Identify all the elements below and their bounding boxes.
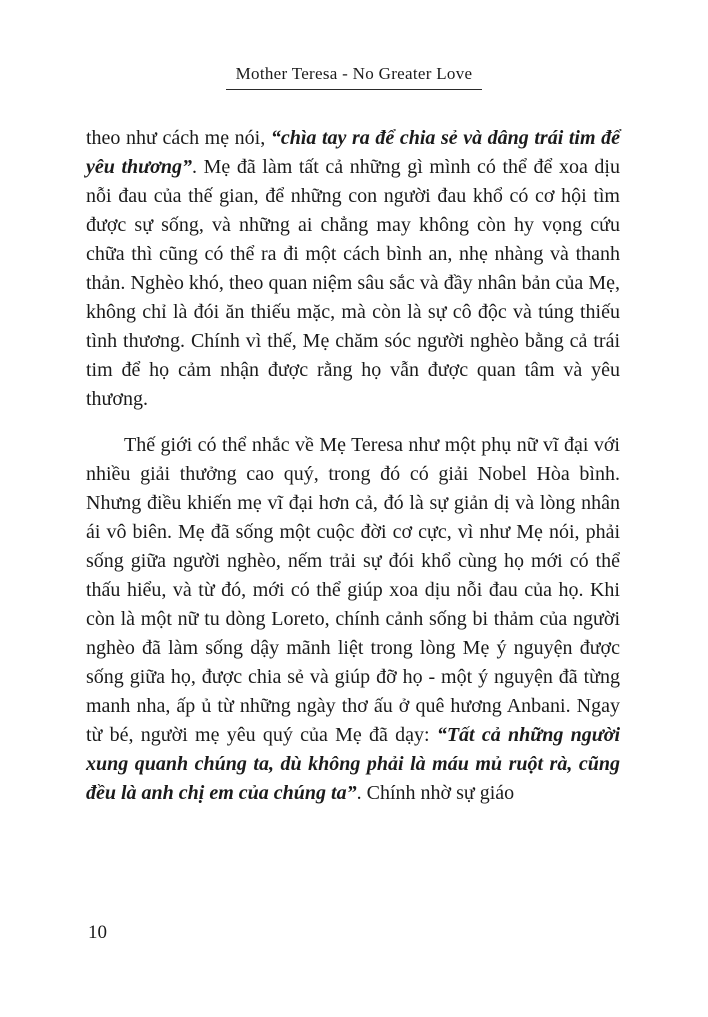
body-text: . Chính nhờ sự giáo	[356, 782, 515, 804]
body-text: Thế giới có thể nhắc về Mẹ Teresa như một phụ nữ vĩ đại với nhiều giải thưởng cao quý, trong đó có giải Nobel Hòa bình. Nhưng điều khiến mẹ vĩ đại hơn cả, đó là sự giản dị và lòng nhân ái vô biên. Mẹ đã sống một cuộc đời cơ cực, vì như Mẹ nói, phải sống giữa người nghèo, nếm trải sự đói khổ cùng họ mới có thể thấu hiểu, và từ đó, mới có thể giúp xoa dịu nỗi đau của họ. Khi còn là một nữ tu dòng Loreto, chính cảnh sống bi thảm của người nghèo đã làm sống dậy mãnh liệt trong lòng Mẹ ý nguyện được sống giữa họ, được chia sẻ và giúp đỡ họ - một ý nguyện đã từng manh nha, ấp ủ từ những ngày thơ ấu ở quê hương Anbani. Ngay từ bé, người mẹ yêu quý của Mẹ đã dạy:	[86, 434, 620, 746]
quoted-text: “Tất cả những người xung quanh chúng ta, dù không phải là máu mủ ruột rà, cũng đều là anh chị em của chúng ta”	[86, 724, 621, 804]
running-head	[0, 64, 708, 90]
paragraph	[86, 124, 620, 414]
paragraph	[86, 431, 620, 808]
page-body	[86, 124, 620, 825]
body-text: theo như cách mẹ nói,	[86, 127, 271, 149]
body-text: . Mẹ đã làm tất cả những gì mình có thể để xoa dịu nỗi đau của thế gian, để những con người đau khổ có cơ hội tìm được sự sống, và những ai chẳng may không còn hy vọng cứu chữa thì cũng có thể ra đi một cách bình an, nhẹ nhàng và thanh thản. Nghèo khó, theo quan niệm sâu sắc và đầy nhân bản của Mẹ, không chỉ là đói ăn thiếu mặc, mà còn là sự cô độc và túng thiếu tình thương. Chính vì thế, Mẹ chăm sóc người nghèo bằng cả trái tim để họ cảm nhận được rằng họ vẫn được quan tâm và yêu thương.	[86, 156, 620, 410]
running-head-title: Mother Teresa - No Greater Love	[226, 64, 483, 90]
quoted-text: “chìa tay ra để chia sẻ và dâng trái tim để yêu thương”	[86, 127, 620, 178]
page-number: 10	[88, 922, 107, 943]
